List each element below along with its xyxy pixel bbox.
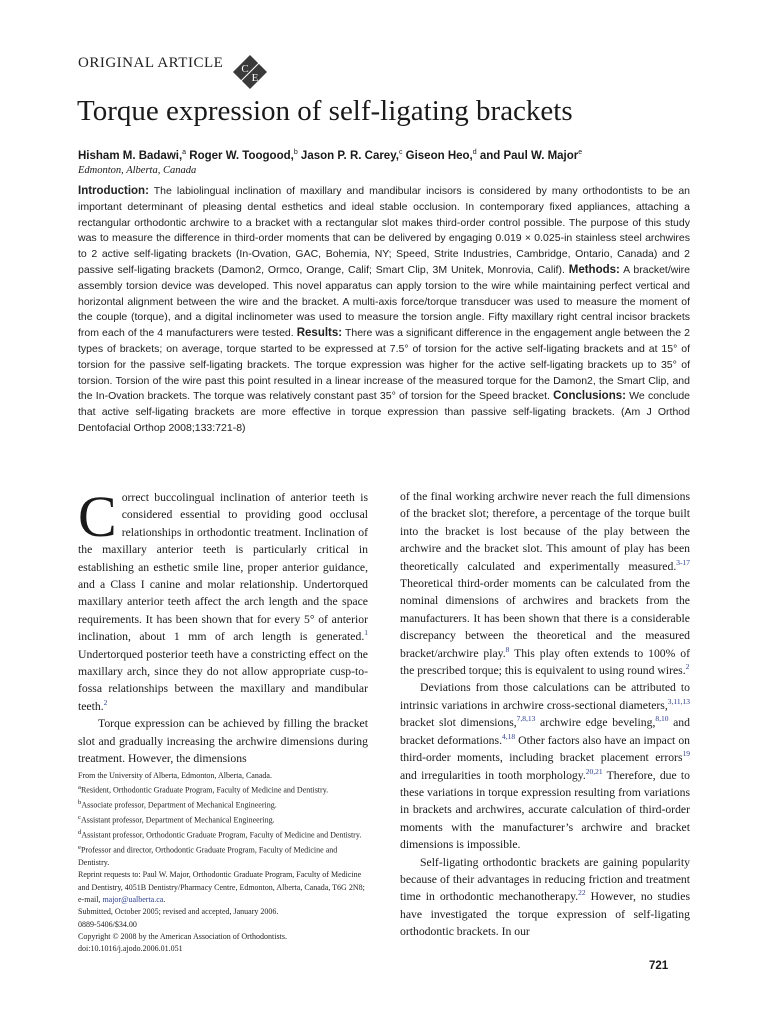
abstract-conclusions-label: Conclusions: <box>553 390 626 403</box>
abstract <box>78 184 690 437</box>
citation-link[interactable]: 2 <box>103 697 108 707</box>
body-text: Undertorqued posterior teeth have a constricting effect on the maxillary arch, since they do not allow appropriate cusp-to-fossa relationships between the maxillary and mandibular teeth. <box>78 647 368 713</box>
article-kicker: ORIGINAL ARTICLE <box>78 55 224 71</box>
abstract-intro: The labiolingual inclination of maxillary and mandibular incisors is considered by many orthodontists to be an important determinant of pleasing dental esthetics and ideal stable occlusion. In contemporary fixed appliances, attaching a rectangular orthodontic archwire to a bracket with a rectangular slot makes third-order control possible. The purpose of this study was to measure the difference in third-order moments that can be delivered by engaging 0.019 × 0.025-in stainless steel archwires to 2 active self-ligating brackets (In-Ovation, GAC, Bohemia, NY; Speed, Strite Industries, Cambridge, Ontario, Canada) and 2 passive self-ligating brackets (Damon2, Ormco, Orange, Calif; Smart Clip, 3M Unitek, Monrovia, Calif). <box>78 185 690 276</box>
body-text: of the final working archwire never reach the full dimensions of the bracket slot; therefore, a percentage of the torque built into the bracket is lost because of the play between the archwire and the bracket slot. This amount of play has been theoretically calculated and experimentally measured. <box>400 490 690 573</box>
author-name: Hisham M. Badawi, <box>78 149 183 162</box>
body-text: Theoretical third-order moments can be calculated from the nominal dimensions of archwires and brackets from the manufacturers. It has been shown that there is a considerable discrepancy between the theoretical and the measured bracket/archwire play. <box>400 577 690 660</box>
body-paragraph <box>78 484 368 715</box>
affil-a: $^a$Resident, Orthodontic Graduate Program, Faculty of Medicine and Dentistry. <box>78 784 329 795</box>
citation-link[interactable]: 3,11,13 <box>667 696 690 706</box>
body-paragraph <box>400 488 690 679</box>
body-text: Self-ligating orthodontic brackets are gaining popularity because of their advantages in reducing friction and treatment time in orthodontic mechanotherapy. <box>400 855 690 904</box>
citation-link[interactable]: 4,18 <box>502 731 516 741</box>
author-affil-mark: c <box>398 149 403 156</box>
affil-price: 0889-5406/$34.00 <box>78 919 137 929</box>
citation-link[interactable]: 22 <box>578 888 586 898</box>
body-text: However, no studies have investigated the torque expression of self-ligating orthodontic brackets. In our <box>400 890 690 939</box>
email-link[interactable]: major@ualberta.ca <box>102 894 164 904</box>
drop-cap: C <box>78 484 117 549</box>
affil-doi[interactable]: doi:10.1016/j.ajodo.2006.01.051 <box>78 944 183 954</box>
body-paragraph: Torque expression can be achieved by filling the bracket slot and gradually increasing the archwire dimensions during treatment. However, the dimensions <box>78 717 368 766</box>
citation-link[interactable]: 2 <box>685 662 690 672</box>
citation-link[interactable]: 7,8,13 <box>516 714 536 724</box>
affil-from: From the University of Alberta, Edmonton, Alberta, Canada. <box>78 771 272 780</box>
badge-letter-top: C <box>241 63 249 75</box>
body-text: and irregularities in tooth morphology. <box>400 768 586 782</box>
author-affil-mark: a <box>182 149 187 156</box>
abstract-methods-label: Methods: <box>568 263 620 276</box>
citation-link[interactable]: 8,10 <box>655 714 669 724</box>
abstract-results-label: Results: <box>296 327 343 340</box>
abstract-results: There was a significant difference in the engagement angle between the 2 types of brackets; on average, torque started to be expressed at 7.5° of torsion for the active self-ligating brackets and at 15° of torsion for the passive self-ligating brackets. The torque expression was higher for the active self-ligating brackets up to 35° of torsion. Torsion of the wire past this point resulted in a linear increase of the measured torque for the Damon2, the Smart Clip, and the In-Ovation brackets. The torque was relatively constant past 35° of torsion for the Speed bracket. <box>78 327 690 403</box>
body-column-left <box>78 484 368 768</box>
author-location: Edmonton, Alberta, Canada <box>78 165 197 176</box>
body-paragraph <box>400 854 690 941</box>
citation-link[interactable]: 20,21 <box>585 766 603 776</box>
affil-b: $^b$Associate professor, Department of Mechanical Engineering. <box>78 799 277 810</box>
affil-submitted: Submitted, October 2005; revised and accepted, January 2006. <box>78 907 279 917</box>
body-column-right <box>400 488 690 941</box>
affil-d: $^d$Assistant professor, Orthodontic Graduate Program, Faculty of Medicine and Dentistry. <box>78 829 362 840</box>
body-text: and bracket deformations. <box>400 716 690 747</box>
citation-link[interactable]: 3-17 <box>676 557 690 567</box>
author-affil-mark: b <box>293 149 298 156</box>
body-text: archwire edge beveling, <box>535 716 656 730</box>
abstract-intro-label: Introduction: <box>78 185 149 197</box>
article-title: Torque expression of self-ligating brackets <box>77 95 573 127</box>
body-text: orrect buccolingual inclination of anterior teeth is considered essential to providing good occlusal relationships in orthodontic treatment. Inclination of the maxillary anterior teeth is particularly critical in establishing an esthetic smile line, proper anterior guidance, and a Class I canine and molar relationship. Undertorqued maxillary anterior teeth affect the arch length and the space requirements. It has been shown that for every 5° of anterior inclination, about 1 mm of arch length is generated. <box>78 491 368 644</box>
affil-c: $^c$Assistant professor, Department of Mechanical Engineering. <box>78 814 275 825</box>
abstract-conclusions: We conclude that active self-ligating brackets are more effective in torque expression than passive self-ligating brackets. (Am J Orthod Dentofacial Orthop 2008;133:721-8) <box>78 390 690 434</box>
affil-copyright: Copyright © 2008 by the American Association of Orthodontists. <box>78 931 287 941</box>
citation-link[interactable]: 8 <box>505 644 510 654</box>
citation-link[interactable]: 1 <box>364 628 368 638</box>
affiliations-footnote <box>78 770 368 955</box>
author-name: and Paul W. Major <box>476 149 579 162</box>
author-affil-mark: e <box>578 149 583 156</box>
author-list <box>78 149 582 162</box>
body-text: Deviations from those calculations can be attributed to intrinsic variations in archwire cross-sectional diameters, <box>400 681 690 712</box>
author-affil-mark: d <box>472 149 477 156</box>
badge-letter-bottom: E <box>251 72 259 84</box>
abstract-methods: A bracket/wire assembly torsion device was developed. This novel apparatus can apply torsion to the wire while maintaining perfect vertical and horizontal alignment between the wire and the bracket. A multi-axis force/torque transducer was used to measure the moment of the couple (torque), and a digital inclinometer was used to measure the torsion angle. Fifty maxillary right central incisor brackets from each of the 4 manufacturers were tested. <box>78 263 691 340</box>
body-text: Therefore, due to these variations in torque expression resulting from variations in brackets and archwires, accurate calculation of third-order moments with the manufacturer’s archwire and bracket dimensions is impossible. <box>400 768 691 852</box>
body-text: This play often extends to 100% of the prescribed torque; this is equivalent to using round wires. <box>400 646 690 678</box>
body-text: bracket slot dimensions, <box>400 716 517 730</box>
affil-reprint: Reprint requests to: Paul W. Major, Orthodontic Graduate Program, Faculty of Medicine and Dentistry, 4051B Dentistry/Pharmacy Centre, Edmonton, Alberta, Canada, T6G 2N8; e-mail, major@ualberta.ca. <box>78 870 365 904</box>
author-name: Roger W. Toogood, <box>186 149 294 162</box>
body-text: Other factors also have an impact on third-order moments, including bracket placement errors <box>400 733 691 765</box>
author-name: Jason P. R. Carey, <box>297 149 399 162</box>
citation-link[interactable]: 19 <box>682 749 690 759</box>
ce-credit-badge <box>232 54 268 90</box>
body-paragraph <box>400 679 690 853</box>
page-number: 721 <box>649 960 669 972</box>
affil-e: $^e$Professor and director, Orthodontic Graduate Program, Faculty of Medicine and Dentistry. <box>78 844 338 868</box>
author-name: Giseon Heo, <box>402 149 473 162</box>
